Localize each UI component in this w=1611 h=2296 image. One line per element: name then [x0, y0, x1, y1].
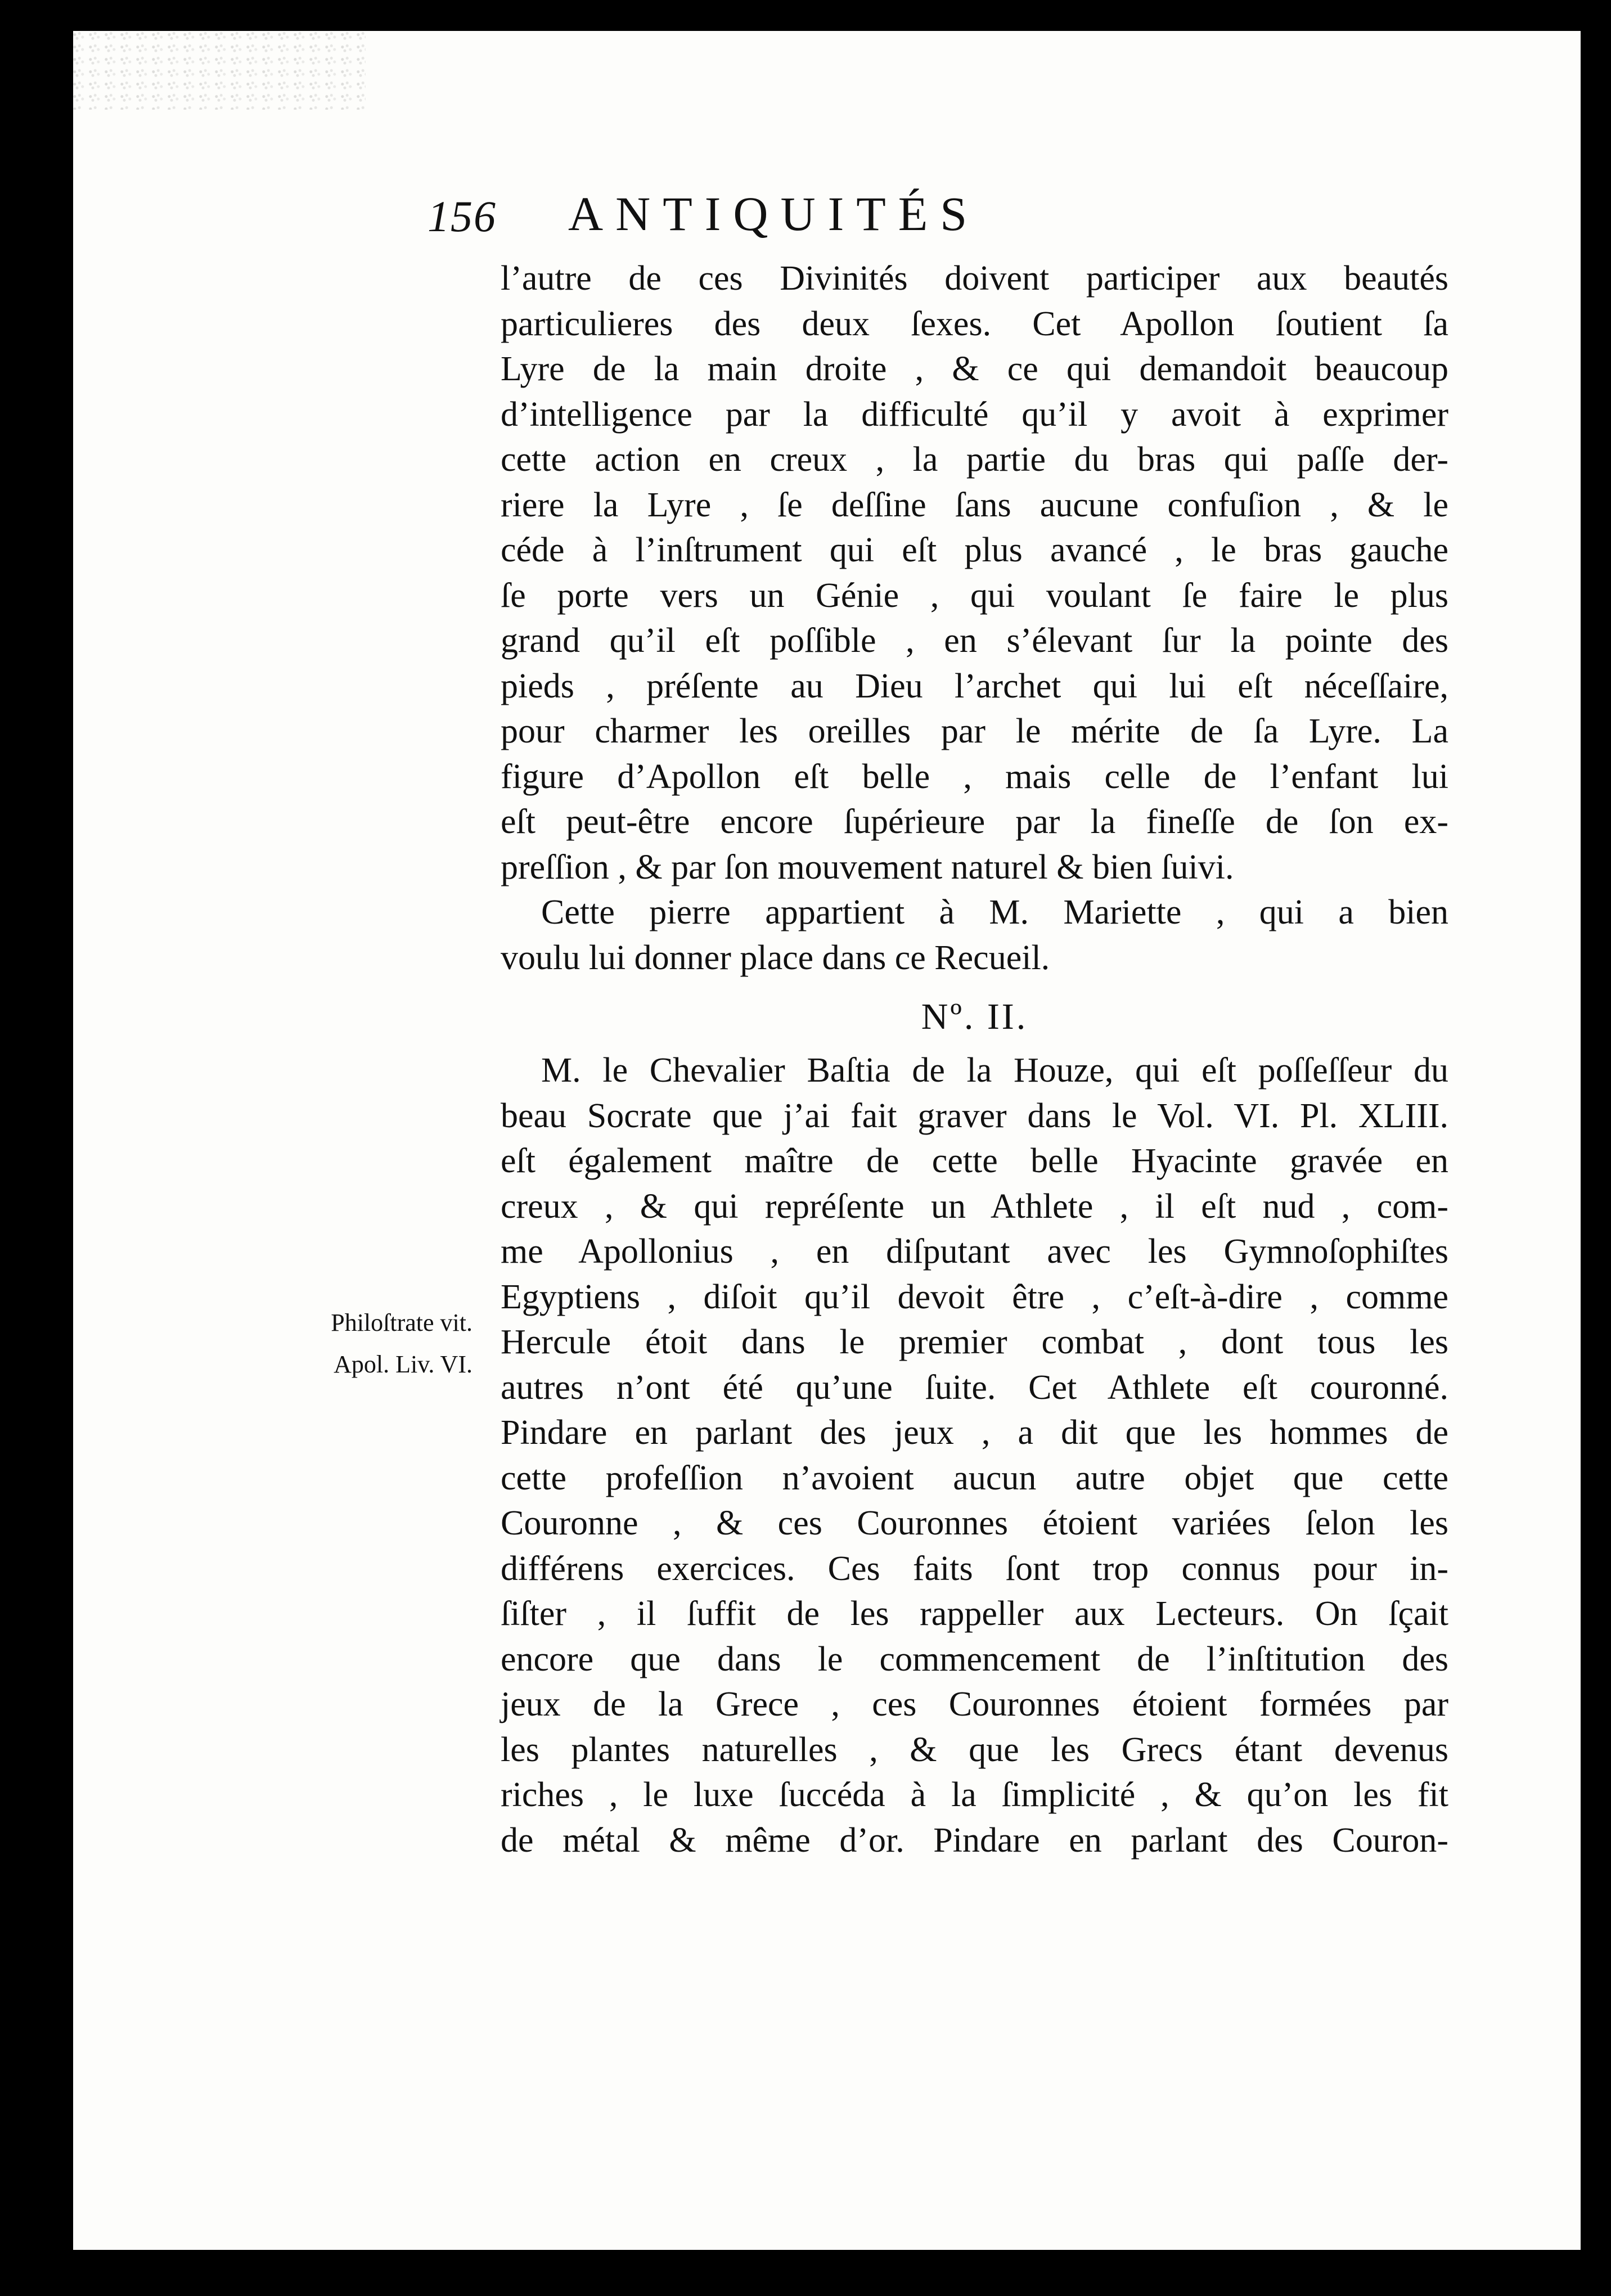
- text-line: beau Socrate que j’ai fait graver dans le Vol. VI. Pl. XLIII.: [501, 1096, 1448, 1135]
- running-title: ANTIQUITÉS: [568, 187, 980, 241]
- marginal-note-line: Apol. Liv. VI.: [334, 1350, 472, 1378]
- text-line: jeux de la Grece , ces Couronnes étoient formées par: [501, 1685, 1448, 1723]
- text-line: riere la Lyre , ſe deſſine ſans aucune confuſion , & le: [501, 485, 1448, 524]
- text-line: figure d’Apollon eſt belle , mais celle de l’enfant lui: [501, 757, 1448, 796]
- text-line: Hercule étoit dans le premier combat , dont tous les: [501, 1323, 1448, 1361]
- text-line: autres n’ont été qu’une ſuite. Cet Athlete eſt couronné.: [501, 1368, 1448, 1407]
- text-line: différens exercices. Ces faits ſont trop connus pour in-: [501, 1549, 1448, 1588]
- text-line: voulu lui donner place dans ce Recueil.: [501, 938, 1050, 977]
- text-line: cette profeſſion n’avoient aucun autre objet que cette: [501, 1458, 1448, 1497]
- text-line: Egyptiens , diſoit qu’il devoit être , c’eſt-à-dire , comme: [501, 1277, 1448, 1316]
- text-line: eſt également maître de cette belle Hyacinte gravée en: [501, 1142, 1448, 1180]
- text-line: ſe porte vers un Génie , qui voulant ſe faire le plus: [501, 576, 1448, 615]
- page-number: 156: [428, 192, 497, 241]
- text-line: Pindare en parlant des jeux , a dit que les hommes de: [501, 1413, 1448, 1452]
- text-line: pour charmer les oreilles par le mérite de ſa Lyre. La: [501, 712, 1448, 750]
- text-line: ſiſter , il ſuffit de les rappeller aux Lecteurs. On ſçait: [501, 1595, 1448, 1633]
- text-line: encore que dans le commencement de l’inſtitution des: [501, 1640, 1448, 1678]
- text-line: pieds , préſente au Dieu l’archet qui lui eſt néceſſaire,: [501, 667, 1448, 705]
- text-line: l’autre de ces Divinités doivent participer aux beautés: [501, 259, 1448, 298]
- text-line: grand qu’il eſt poſſible , en s’élevant ſur la pointe des: [501, 622, 1448, 660]
- text-line: riches , le luxe ſuccéda à la ſimplicité , & qu’on les fit: [501, 1776, 1448, 1814]
- text-line: céde à l’inſtrument qui eſt plus avancé , le bras gauche: [501, 531, 1448, 569]
- page-edge-speckle: [73, 31, 366, 110]
- marginal-note: [264, 1302, 472, 1385]
- text-line: cette action en creux , la partie du bras qui paſſe der-: [501, 440, 1448, 479]
- text-line: particulieres des deux ſexes. Cet Apollon ſoutient ſa: [501, 304, 1448, 343]
- text-line: creux , & qui repréſente un Athlete , il eſt nud , com-: [501, 1187, 1448, 1226]
- section-heading: Nº. II.: [921, 996, 1028, 1037]
- text-line: Lyre de la main droite , & ce qui demandoit beaucoup: [501, 350, 1448, 388]
- text-line: M. le Chevalier Baſtia de la Houze, qui eſt poſſeſſeur du: [541, 1051, 1448, 1090]
- body-text: [501, 256, 1448, 1863]
- text-line: eſt peut-être encore ſupérieure par la fineſſe de ſon ex-: [501, 803, 1448, 841]
- text-line: les plantes naturelles , & que les Grecs étant devenus: [501, 1730, 1448, 1769]
- text-line: preſſion , & par ſon mouvement naturel & bien ſuivi.: [501, 848, 1234, 886]
- text-line: Cette pierre appartient à M. Mariette , qui a bien: [541, 893, 1448, 931]
- marginal-note-line: Philoſtrate vit.: [331, 1309, 472, 1336]
- text-line: de métal & même d’or. Pindare en parlant des Couron-: [501, 1821, 1448, 1860]
- page-header: [428, 186, 1226, 247]
- text-line: d’intelligence par la difficulté qu’il y avoit à exprimer: [501, 395, 1448, 434]
- text-line: Couronne , & ces Couronnes étoient variées ſelon les: [501, 1504, 1448, 1542]
- text-line: me Apollonius , en diſputant avec les Gymnoſophiſtes: [501, 1232, 1448, 1271]
